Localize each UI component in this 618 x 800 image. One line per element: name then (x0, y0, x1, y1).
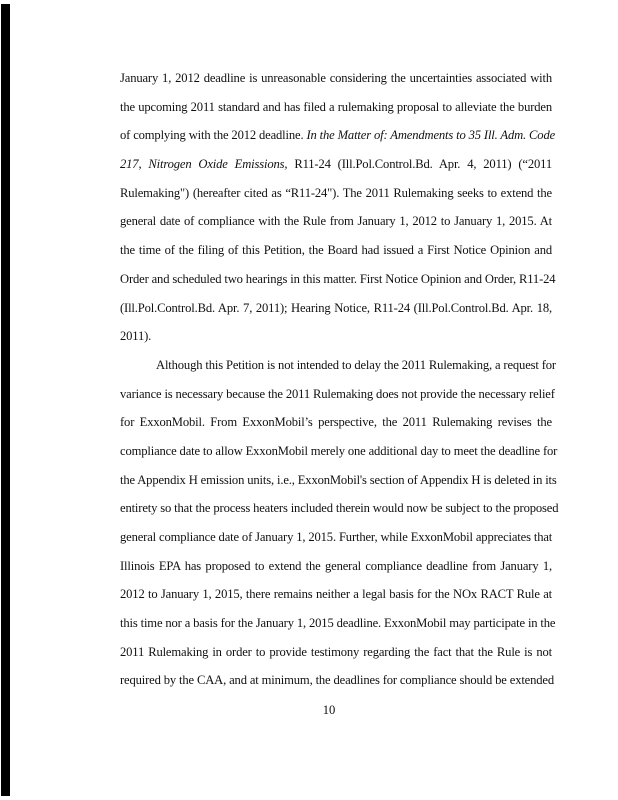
text-line: 2011 Rulemaking in order to provide testimony regarding the fact that the Rule is not (120, 644, 552, 659)
text-line: January 1, 2012 deadline is unreasonable considering the uncertainties associated with (120, 71, 552, 85)
text-line (120, 150, 552, 179)
text-line: Order and scheduled two hearings in this matter. First Notice Opinion and Order, R11-24 (120, 271, 556, 286)
text-line: Rulemaking") (hereafter cited as “R11-24"). The 2011 Rulemaking seeks to extend the (120, 185, 552, 200)
text-line: the Appendix H emission units, i.e., ExxonMobil's section of Appendix H is deleted in its (120, 472, 557, 487)
text-line: entirety so that the process heaters included therein would now be subject to the proposed (120, 501, 559, 516)
case-citation: 217, Nitrogen Oxide Emissions, (120, 157, 288, 172)
text-line: the time of the filing of this Petition, the Board had issued a First Notice Opinion and (120, 243, 552, 258)
text-line (120, 121, 556, 150)
paragraph-first-line: Although this Petition is not intended to delay the 2011 Rulemaking, a request for (156, 357, 556, 372)
text-segment: of complying with the 2012 deadline. (120, 128, 307, 143)
text-line: required by the CAA, and at minimum, the deadlines for compliance should be extended (120, 673, 555, 688)
case-citation: In the Matter of: Amendments to 35 Ill. Adm. Code (306, 128, 556, 143)
document-body (120, 64, 559, 695)
scan-edge-bar (1, 4, 10, 796)
page-number: 10 (322, 703, 336, 717)
text-line: for ExxonMobil. From ExxonMobil’s perspective, the 2011 Rulemaking revises the (120, 415, 552, 430)
text-line: compliance date to allow ExxonMobil merely one additional day to meet the deadline for (120, 443, 558, 458)
text-line: general compliance date of January 1, 2015. Further, while ExxonMobil appreciates that (120, 530, 553, 544)
text-segment: R11-24 (Ill.Pol.Control.Bd. Apr. 4, 2011) (“2011 (287, 157, 552, 172)
text-line: this time nor a basis for the January 1, 2015 deadline. ExxonMobil may participate in the (120, 616, 556, 631)
text-line: the upcoming 2011 standard and has filed a rulemaking proposal to alleviate the burden (120, 99, 552, 114)
text-line: general date of compliance with the Rule from January 1, 2012 to January 1, 2015. At (120, 214, 552, 229)
text-line: (Ill.Pol.Control.Bd. Apr. 7, 2011); Hearing Notice, R11-24 (Ill.Pol.Control.Bd. Apr. 18, (120, 300, 552, 315)
text-line: variance is necessary because the 2011 Rulemaking does not provide the necessary relief (120, 386, 555, 401)
text-line: 2012 to January 1, 2015, there remains neither a legal basis for the NOx RACT Rule at (120, 587, 552, 602)
text-line: 2011). (120, 329, 152, 344)
text-line: Illinois EPA has proposed to extend the general compliance deadline from January 1, (120, 558, 552, 573)
